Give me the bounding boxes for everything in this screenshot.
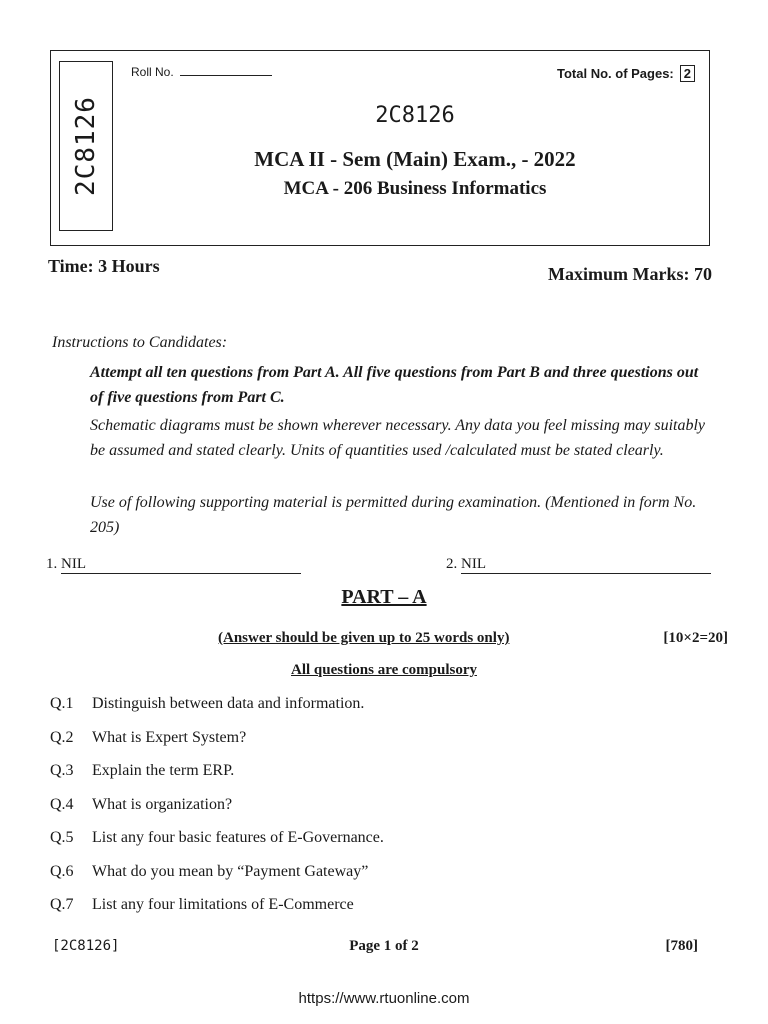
part-a-title: PART – A bbox=[341, 586, 427, 608]
material-2-value: NIL bbox=[461, 556, 711, 574]
part-a-compulsory: All questions are compulsory bbox=[291, 662, 477, 678]
material-1-num: 1. bbox=[46, 556, 58, 572]
side-paper-code: 2C8126 bbox=[71, 96, 101, 196]
instruction-3: Use of following supporting material is permitted during examination. (Mentioned in form No. 205) bbox=[90, 494, 697, 536]
question-number: Q.7 bbox=[50, 896, 74, 913]
source-url: https://www.rtuonline.com bbox=[298, 990, 470, 1007]
paper-code: 2C8126 bbox=[375, 103, 455, 128]
side-code-box bbox=[59, 61, 113, 231]
question-number: Q.6 bbox=[50, 862, 74, 880]
question-item bbox=[50, 895, 384, 929]
part-a-note: (Answer should be given up to 25 words only) bbox=[218, 630, 510, 646]
question-text: List any four basic features of E-Governance. bbox=[92, 829, 384, 846]
question-number: Q.5 bbox=[50, 829, 74, 846]
question-item bbox=[50, 795, 384, 829]
question-text: Explain the term ERP. bbox=[92, 762, 235, 779]
material-2 bbox=[446, 556, 711, 574]
question-text: What do you mean by “Payment Gateway” bbox=[92, 862, 369, 880]
footer-page-number: Page 1 of 2 bbox=[349, 938, 419, 954]
footer-paper-code: [2C8126] bbox=[52, 938, 120, 954]
question-number: Q.2 bbox=[50, 728, 74, 746]
material-1 bbox=[46, 556, 301, 574]
question-text: Distinguish between data and information. bbox=[92, 695, 365, 712]
total-pages-label: Total No. of Pages: bbox=[557, 66, 674, 81]
question-text: What is Expert System? bbox=[92, 728, 247, 746]
instruction-1: Attempt all ten questions from Part A. All five questions from Part B and three questions out of five questions from Part C. bbox=[90, 364, 699, 406]
question-item bbox=[50, 862, 384, 896]
question-item bbox=[50, 761, 384, 795]
total-pages-value: 2 bbox=[680, 65, 695, 82]
footer-serial-number: [780] bbox=[665, 938, 698, 954]
question-item bbox=[50, 728, 384, 762]
instruction-2: Schematic diagrams must be shown wherever necessary. Any data you feel missing may suitably be assumed and stated clearly. Units of quantities used /calculated must be stated clearly. bbox=[90, 417, 706, 459]
exam-title: MCA II - Sem (Main) Exam., - 2022 bbox=[254, 147, 576, 171]
question-text: List any four limitations of E-Commerce bbox=[92, 896, 354, 913]
roll-no-label: Roll No. bbox=[131, 65, 174, 79]
exam-time: Time: 3 Hours bbox=[48, 256, 160, 276]
roll-no-line bbox=[180, 65, 272, 76]
question-item bbox=[50, 828, 384, 862]
material-1-value: NIL bbox=[61, 556, 301, 574]
question-list bbox=[50, 694, 384, 929]
maximum-marks: Maximum Marks: 70 bbox=[548, 264, 712, 284]
question-number: Q.1 bbox=[50, 695, 74, 712]
question-text: What is organization? bbox=[92, 795, 233, 813]
question-item bbox=[50, 694, 384, 728]
part-a-marks: [10×2=20] bbox=[663, 630, 728, 646]
subject-title: MCA - 206 Business Informatics bbox=[283, 178, 547, 199]
material-2-num: 2. bbox=[446, 556, 458, 572]
roll-no bbox=[131, 65, 272, 79]
header-box bbox=[50, 50, 710, 246]
total-pages bbox=[557, 65, 695, 82]
question-number: Q.4 bbox=[50, 795, 74, 813]
question-number: Q.3 bbox=[50, 762, 74, 779]
instructions-heading: Instructions to Candidates: bbox=[52, 334, 228, 351]
